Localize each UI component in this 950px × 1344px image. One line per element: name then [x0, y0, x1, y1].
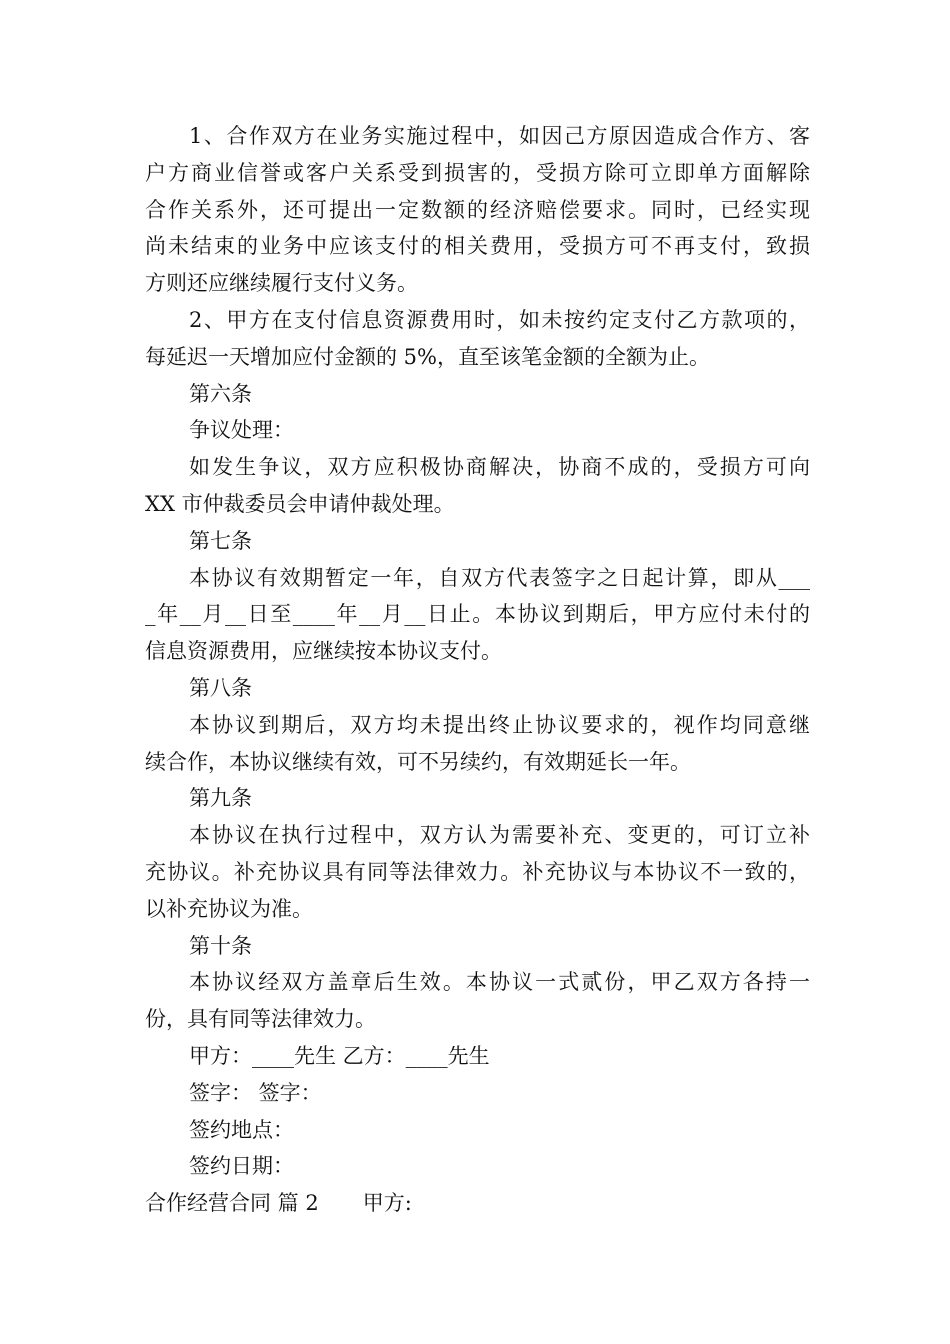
spacer — [319, 1185, 363, 1222]
signature-place: 签约地点： — [189, 1117, 294, 1142]
paragraph-line: 2、甲方在支付信息资源费用时，如未按约定支付乙方款项的， — [189, 307, 810, 332]
paragraph-line: XX 市仲裁委员会申请仲裁处理。 — [145, 491, 455, 516]
article-8-body — [145, 707, 810, 781]
paragraph-line: 方则还应继续履行支付义务。 — [145, 271, 418, 296]
next-contract-party: 甲方: — [362, 1191, 412, 1216]
next-contract-line — [145, 1185, 810, 1222]
paragraph-line: 以补充协议为准。 — [145, 896, 313, 921]
article-9-heading: 第九条 — [189, 786, 252, 811]
paragraph-line: 1、合作双方在业务实施过程中，如因己方原因造成合作方、客 — [189, 124, 810, 148]
paragraph-line: 份，具有同等法律效力。 — [145, 1007, 376, 1032]
article-7-heading: 第七条 — [189, 528, 252, 553]
paragraph-line: 本协议在执行过程中，双方认为需要补充、变更的，可订立补 — [189, 823, 810, 848]
clause-5-item-1 — [145, 118, 810, 302]
paragraph-line: 续合作，本协议继续有效，可不另续约，有效期延长一年。 — [145, 749, 691, 774]
paragraph-line: 信息资源费用，应继续按本协议支付。 — [145, 639, 502, 664]
paragraph-line: 本协议有效期暂定一年，自双方代表签字之日起计算，即从___ — [189, 565, 810, 590]
paragraph-line: 如发生争议，双方应积极协商解决，协商不成的，受损方可向 — [189, 455, 810, 480]
article-6-body — [145, 449, 810, 523]
article-8-heading: 第八条 — [189, 675, 252, 700]
paragraph-line: 合作关系外，还可提出一定数额的经济赔偿要求。同时，已经实现 — [145, 197, 810, 222]
paragraph-line: 尚未结束的业务中应该支付的相关费用，受损方可不再支付，致损 — [145, 234, 810, 259]
signature-sign: 签字： 签字： — [189, 1080, 322, 1105]
paragraph-line: 户方商业信誉或客户关系受到损害的，受损方除可立即单方面解除 — [145, 160, 810, 185]
paragraph-line: 本协议到期后，双方均未提出终止协议要求的，视作均同意继 — [189, 712, 810, 737]
paragraph-line: 每延迟一天增加应付金额的 5%，直至该笔金额的全额为止。 — [145, 344, 710, 369]
clause-5-item-2 — [145, 302, 810, 376]
paragraph-line: 充协议。补充协议具有同等法律效力。补充协议与本协议不一致的， — [145, 859, 810, 884]
signature-date: 签约日期： — [189, 1154, 294, 1179]
paragraph-line: _年__月__日至____年__月__日止。本协议到期后，甲方应付未付的 — [145, 602, 810, 627]
paragraph-line: 本协议经双方盖章后生效。本协议一式贰份，甲乙双方各持一 — [189, 970, 810, 995]
signature-parties: 甲方：____先生 乙方：____先生 — [189, 1043, 490, 1068]
article-10-body — [145, 964, 810, 1038]
article-7-body — [145, 560, 810, 670]
article-6-subheading: 争议处理： — [189, 418, 294, 443]
document-body — [145, 118, 810, 1222]
next-contract-title: 合作经营合同 篇 2 — [145, 1191, 319, 1216]
article-10-heading: 第十条 — [189, 933, 252, 958]
article-6-heading: 第六条 — [189, 381, 252, 406]
article-9-body — [145, 817, 810, 927]
